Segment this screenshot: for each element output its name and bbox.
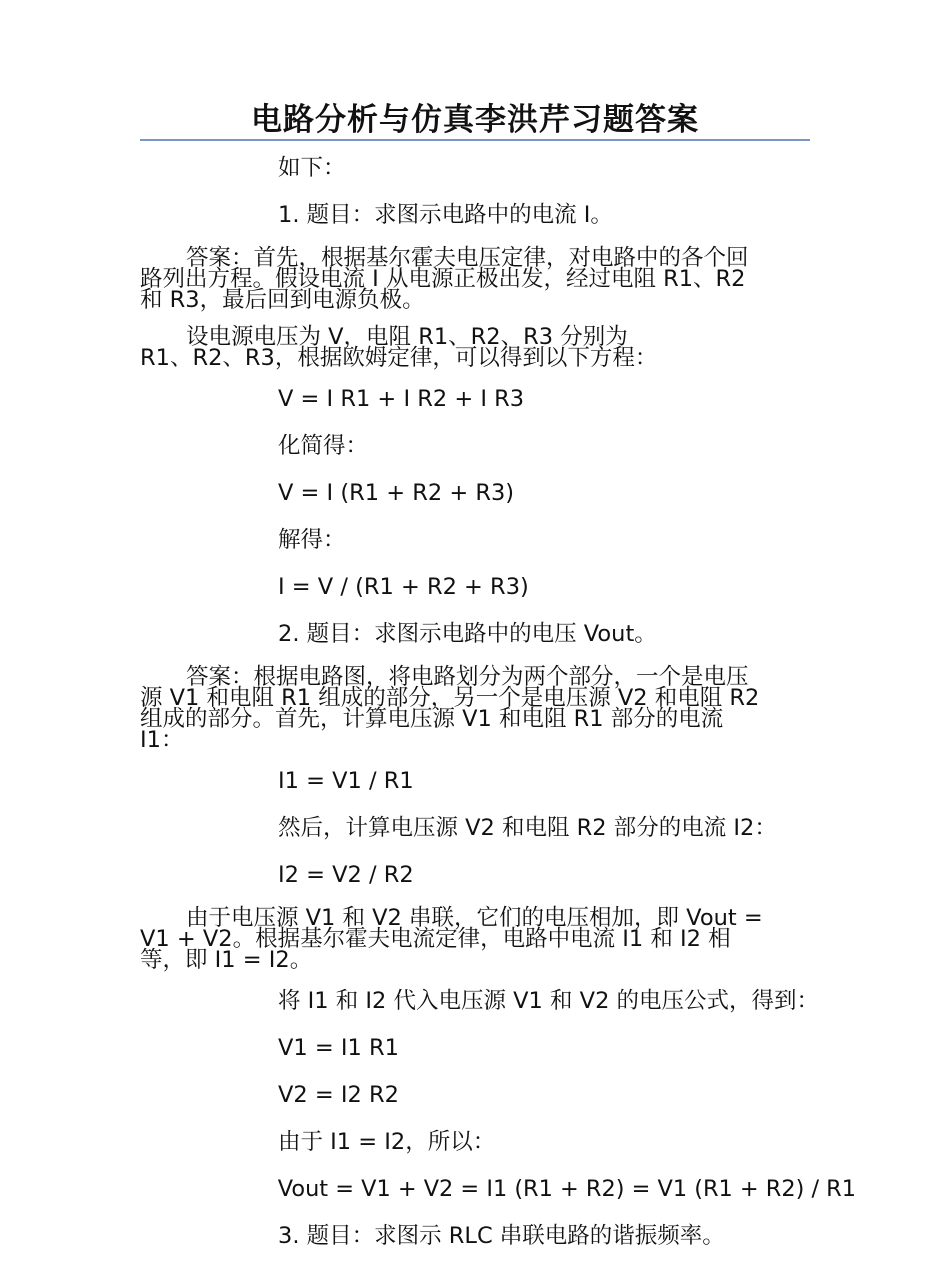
paragraph-line: 答案：根据电路图，将电路划分为两个部分，一个是电压	[186, 664, 749, 690]
paragraph-line: Vout = V1 + V2 = I1 (R1 + R2) = V1 (R1 + R2) / R1	[277, 1176, 856, 1202]
paragraph-line: I1：	[140, 727, 184, 753]
paragraph	[140, 1081, 810, 1112]
paragraph-line: V1 = I1 R1	[278, 1035, 399, 1061]
paragraph	[140, 987, 820, 1018]
paragraph-line: 将 I1 和 I2 代入电压源 V1 和 V2 的电压公式，得到：	[278, 988, 820, 1014]
paragraph	[140, 1222, 810, 1253]
paragraph	[140, 154, 810, 185]
paragraph-line: I = V / (R1 + R2 + R3)	[278, 574, 529, 600]
paragraph-line: R1、R2、R3，根据欧姆定律，可以得到以下方程：	[140, 345, 658, 371]
paragraph	[140, 324, 810, 371]
paragraph-line: I2 = V2 / R2	[278, 862, 414, 888]
paragraph-line: 2. 题目：求图示电路中的电压 Vout。	[278, 621, 657, 647]
paragraph	[140, 1175, 856, 1206]
paragraph	[140, 1128, 810, 1159]
paragraph	[140, 479, 810, 510]
paragraph-line: V = I R1 + I R2 + I R3	[278, 386, 525, 412]
paragraph	[140, 526, 810, 557]
paragraph	[140, 861, 810, 892]
paragraph	[140, 432, 810, 463]
paragraph-line: V1 + V2。根据基尔霍夫电流定律，电路中电流 I1 和 I2 相	[140, 926, 731, 952]
paragraph-line: 组成的部分。首先，计算电压源 V1 和电阻 R1 部分的电流	[140, 706, 724, 732]
paragraph-line: V2 = I2 R2	[278, 1082, 399, 1108]
paragraph-line: 由于 I1 = I2，所以：	[278, 1129, 496, 1155]
paragraph	[140, 201, 810, 232]
paragraph	[140, 814, 810, 845]
paragraph-line: 化简得：	[278, 433, 369, 459]
paragraph-line: V = I (R1 + R2 + R3)	[278, 480, 515, 506]
paragraph	[140, 1034, 810, 1065]
paragraph-line: 源 V1 和电阻 R1 组成的部分，另一个是电压源 V2 和电阻 R2	[140, 685, 760, 711]
document-body	[140, 154, 856, 1269]
paragraph-line: 等，即 I1 = I2。	[140, 947, 313, 973]
paragraph	[140, 767, 810, 798]
paragraph-line: 和 R3，最后回到电源负极。	[140, 287, 425, 313]
paragraph-line: 然后，计算电压源 V2 和电阻 R2 部分的电流 I2：	[278, 815, 777, 841]
paragraph-line: 答案：首先，根据基尔霍夫电压定律，对电路中的各个回	[186, 245, 749, 271]
paragraph-line: I1 = V1 / R1	[278, 768, 414, 794]
paragraph-line: 由于电压源 V1 和 V2 串联，它们的电压相加，即 Vout =	[186, 905, 763, 931]
paragraph	[140, 245, 810, 313]
paragraph-line: 路列出方程。假设电流 I 从电源正极出发，经过电阻 R1、R2	[140, 266, 746, 292]
paragraph-line: 设电源电压为 V，电阻 R1、R2、R3 分别为	[186, 324, 628, 350]
paragraph-line: 1. 题目：求图示电路中的电流 I。	[278, 202, 613, 228]
paragraph-line: 解得：	[278, 527, 346, 553]
paragraph	[140, 664, 810, 753]
paragraph	[140, 573, 810, 604]
paragraph	[140, 905, 810, 973]
paragraph-line: 如下：	[278, 155, 346, 181]
document-title: 电路分析与仿真李洪芹习题答案	[251, 102, 699, 138]
paragraph-line: 3. 题目：求图示 RLC 串联电路的谐振频率。	[278, 1223, 725, 1249]
paragraph	[140, 620, 810, 651]
paragraph	[140, 385, 810, 416]
title-underline	[140, 139, 810, 141]
